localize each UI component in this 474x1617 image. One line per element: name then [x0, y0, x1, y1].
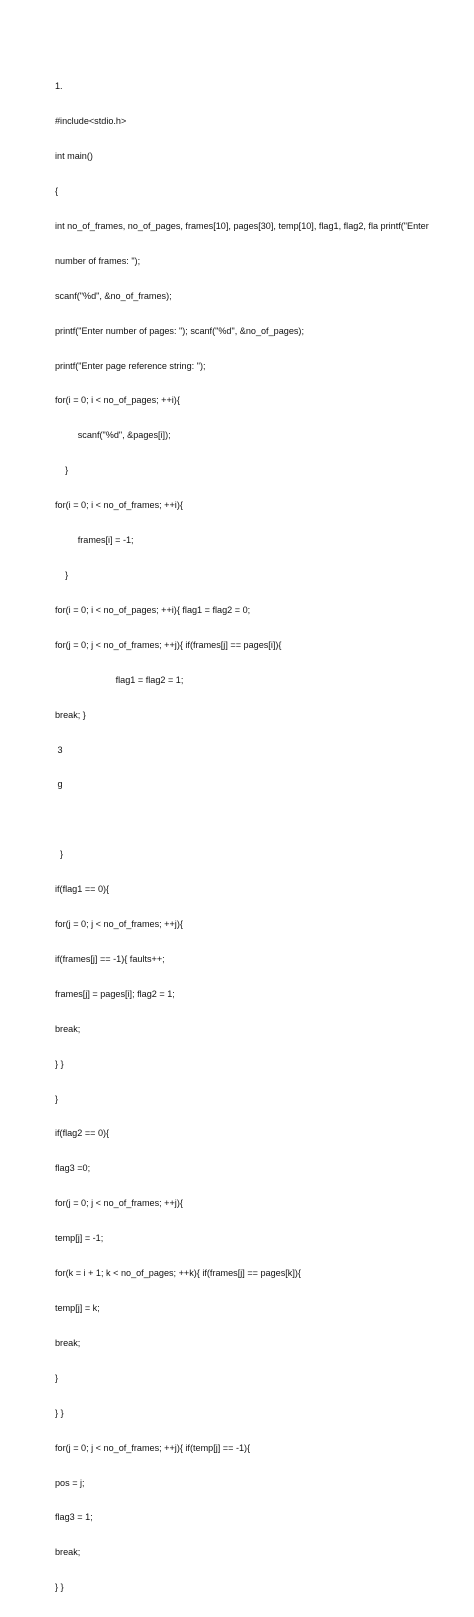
code-line: temp[j] = -1; [55, 1233, 104, 1244]
code-line: } [55, 1372, 59, 1383]
code-line [55, 814, 465, 826]
code-line: flag3 = 1; [55, 1512, 93, 1523]
code-line: g [55, 779, 63, 790]
code-line: pos = j; [55, 1477, 85, 1488]
code-line: flag1 = flag2 = 1; [55, 674, 184, 685]
code-line: number of frames: "); [55, 255, 141, 266]
code-line: } [55, 1093, 59, 1104]
code-line: break; [55, 1023, 81, 1034]
code-line: 3 [55, 744, 63, 755]
code-line: } } [55, 1582, 64, 1593]
code-line: } [55, 569, 69, 580]
code-line: #include<stdio.h> [55, 116, 127, 127]
code-line: for(j = 0; j < no_of_frames; ++j){ if(temp[j] == -1){ [55, 1442, 251, 1453]
code-line: int no_of_frames, no_of_pages, frames[10], pages[30], temp[10], flag1, flag2, fla printf("Enter [55, 220, 429, 231]
code-line: for(j = 0; j < no_of_frames; ++j){ [55, 919, 183, 930]
code-line: printf("Enter page reference string: "); [55, 360, 206, 371]
code-line: break; } [55, 709, 86, 720]
code-line: break; [55, 1547, 81, 1558]
code-line: scanf("%d", &pages[i]); [55, 430, 171, 441]
code-line: if(flag1 == 0){ [55, 884, 110, 895]
code-line: } } [55, 1407, 64, 1418]
code-line: for(k = i + 1; k < no_of_pages; ++k){ if(frames[j] == pages[k]){ [55, 1268, 301, 1279]
code-line: 1. [55, 81, 63, 92]
code-line: scanf("%d", &no_of_frames); [55, 290, 172, 301]
code-line: frames[j] = pages[i]; flag2 = 1; [55, 988, 175, 999]
code-line: temp[j] = k; [55, 1303, 100, 1313]
code-line: frames[i] = -1; [55, 535, 134, 546]
code-line: break; [55, 1337, 81, 1348]
code-line: printf("Enter number of pages: "); scanf("%d", &no_of_pages); [55, 325, 304, 336]
code-line: for(j = 0; j < no_of_frames; ++j){ [55, 1198, 183, 1209]
code-line: for(i = 0; i < no_of_pages; ++i){ [55, 395, 180, 406]
code-line: if(flag2 == 0){ [55, 1128, 110, 1139]
code-line: } [55, 465, 69, 476]
code-listing [55, 58, 465, 1617]
code-line: for(i = 0; i < no_of_frames; ++i){ [55, 500, 183, 511]
code-line: { [55, 186, 59, 196]
code-line: flag3 =0; [55, 1163, 91, 1174]
code-line: if(frames[j] == -1){ faults++; [55, 953, 165, 964]
code-line: for(j = 0; j < no_of_frames; ++j){ if(frames[j] == pages[i]){ [55, 639, 282, 650]
code-line: } } [55, 1058, 64, 1069]
code-line: for(i = 0; i < no_of_pages; ++i){ flag1 = flag2 = 0; [55, 604, 251, 615]
code-line: } [55, 849, 64, 860]
code-line: int main() [55, 151, 93, 162]
